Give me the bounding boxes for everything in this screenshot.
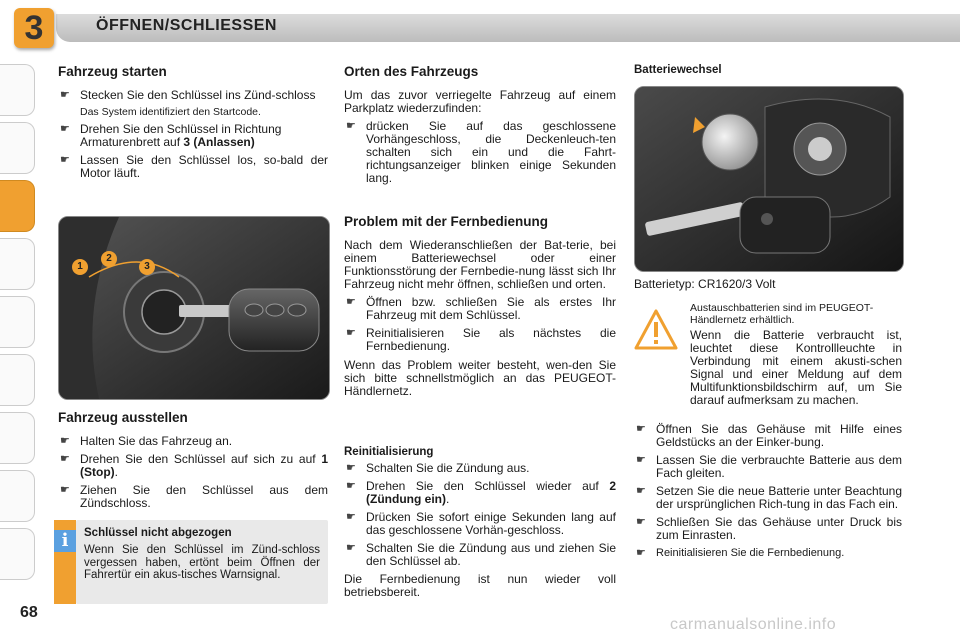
chapter-tab-1[interactable] (0, 64, 35, 116)
section-reinit (344, 446, 616, 599)
chapter-badge: 3 (14, 8, 54, 48)
bullet-arrow-icon: ☛ (346, 462, 356, 474)
heading-problem: Problem mit der Fernbedienung (344, 214, 549, 229)
bullet-arrow-icon: ☛ (636, 454, 646, 466)
locate-intro: Um das zuvor verriegelte Fahrzeug auf einem Parkplatz wiederzufinden: (344, 88, 616, 115)
bullet-arrow-icon: ☛ (346, 120, 356, 132)
bullet-arrow-icon: ☛ (346, 542, 356, 554)
info-icon: i (54, 530, 76, 552)
warning-small-text: Austauschbatterien sind im PEUGEOT-Händlernetz erhältlich. (690, 302, 874, 326)
list-item: ☛ Drehen Sie den Schlüssel auf sich zu auf 1 (Stop). (60, 452, 328, 479)
list-item: ☛ Öffnen Sie das Gehäuse mit Hilfe eines Geldstücks an der Einker-bung. (636, 422, 902, 449)
heading-start: Fahrzeug starten (58, 64, 167, 79)
list-item: ☛ Setzen Sie die neue Batterie unter Beachtung der ursprünglichen Rich-tung in das Fach ein. (636, 484, 902, 511)
list-item: ☛ Drehen Sie den Schlüssel wieder auf 2 (Zündung ein). (346, 479, 616, 506)
list-item: ☛ Schalten Sie die Zündung aus. (346, 461, 530, 475)
bullet-arrow-icon: ☛ (636, 547, 646, 559)
chapter-tab-9[interactable] (0, 528, 35, 580)
bullet-arrow-icon: ☛ (60, 435, 70, 447)
page-number: 68 (20, 604, 38, 621)
warning-block (690, 302, 902, 407)
list-item: ☛ Schließen Sie das Gehäuse unter Druck bis zum Einrasten. (636, 515, 902, 542)
heading-reinit: Reinitialisierung (344, 446, 434, 458)
start-note: Das System identifiziert den Startcode. (80, 106, 261, 118)
ignition-position-1-label: 1 (72, 259, 88, 275)
list-item: ☛ drücken Sie auf das geschlossene Vorhängeschloss, die Deckenleuch-ten schalten sich ein und die Fahrt-richtungsanzeiger blinken einige Sekunden lang. (346, 119, 616, 185)
ignition-position-2-label: 2 (101, 251, 117, 267)
battery-steps (634, 418, 902, 560)
bullet-arrow-icon: ☛ (346, 296, 356, 308)
bullet-arrow-icon: ☛ (346, 511, 356, 523)
bullet-arrow-icon: ☛ (636, 485, 646, 497)
chapter-tab-5[interactable] (0, 296, 35, 348)
ignition-key-picture (58, 216, 330, 400)
chapter-tab-3[interactable] (0, 180, 35, 232)
list-item: ☛ Öffnen bzw. schließen Sie als erstes Ihr Fahrzeug mit dem Schlüssel. (346, 295, 616, 322)
list-item: ☛ Schalten Sie die Zündung aus und ziehen Sie den Schlüssel ab. (346, 541, 616, 568)
watermark: carmanualsonline.info (670, 616, 837, 633)
bullet-arrow-icon: ☛ (636, 516, 646, 528)
list-item: ☛ Drehen Sie den Schlüssel in Richtung Armaturenbrett auf 3 (Anlassen) (60, 122, 282, 149)
section-start (58, 64, 328, 180)
battery-heading: Batteriewechsel (634, 64, 722, 76)
problem-intro: Nach dem Wiederanschließen der Bat-terie, bei einem Batteriewechsel oder einer Funktionsstörung der Fernbedie-nung lässt sich Ihr Fahrzeug nicht mehr öffnen, schließen und orten. (344, 238, 616, 291)
list-item: ☛ Drücken Sie sofort einige Sekunden lang auf das geschlossene Vorhän-geschloss. (346, 510, 616, 537)
section-locate (344, 64, 616, 185)
chapter-tab-7[interactable] (0, 412, 35, 464)
info-box-text: Wenn Sie den Schlüssel im Zünd-schloss vergessen haben, ertönt beim Öffnen der Fahrertür ein akus-tisches Warnsignal. (84, 544, 320, 581)
info-box (76, 520, 328, 604)
chapter-tab-2[interactable] (0, 122, 35, 174)
bullet-arrow-icon: ☛ (60, 484, 70, 496)
chapter-tab-6[interactable] (0, 354, 35, 406)
ignition-position-3-label: 3 (139, 259, 155, 275)
list-item: ☛ Lassen Sie die verbrauchte Batterie aus dem Fach gleiten. (636, 453, 902, 480)
battery-illustration (635, 87, 903, 271)
info-box-title: Schlüssel nicht abgezogen (84, 527, 232, 539)
reinit-outro: Die Fernbedienung ist nun wieder voll betriebsbereit. (344, 572, 616, 599)
list-item: ☛ Stecken Sie den Schlüssel ins Zünd-schloss (60, 88, 316, 102)
chapter-tab-8[interactable] (0, 470, 35, 522)
bullet-arrow-icon: ☛ (636, 423, 646, 435)
heading-stop: Fahrzeug ausstellen (58, 410, 188, 425)
list-item: ☛ Reinitialisieren Sie die Fernbedienung. (636, 547, 845, 559)
battery-change-picture (634, 86, 904, 272)
bullet-arrow-icon: ☛ (60, 453, 70, 465)
bullet-arrow-icon: ☛ (60, 154, 70, 166)
problem-outro: Wenn das Problem weiter besteht, wen-den Sie sich bitte schnellstmöglich an das PEUGEOT-Händlernetz. (344, 358, 616, 398)
bullet-arrow-icon: ☛ (60, 123, 70, 135)
list-item: ☛ Reinitialisieren Sie als nächstes die Fernbedienung. (346, 326, 616, 353)
section-stop (58, 410, 328, 510)
list-item: ☛ Ziehen Sie den Schlüssel aus dem Zündschloss. (60, 483, 328, 510)
battery-type: Batterietyp: CR1620/3 Volt (634, 277, 776, 291)
bullet-arrow-icon: ☛ (346, 480, 356, 492)
warning-text: Wenn die Batterie verbraucht ist, leuchtet diese Kontrollleuchte in Verbindung mit einem akusti-schen Signal und einer Meldung auf dem Multifunktionsbildschirm auf, um Sie darauf aufmerksam zu machen. (690, 328, 902, 407)
section-problem (344, 214, 616, 398)
page-title: ÖFFNEN/SCHLIESSEN (96, 17, 277, 34)
list-item: ☛ Lassen Sie den Schlüssel los, so-bald der Motor läuft. (60, 153, 328, 180)
ignition-illustration (59, 217, 329, 399)
heading-locate: Orten des Fahrzeugs (344, 64, 479, 79)
list-item: ☛ Halten Sie das Fahrzeug an. (60, 434, 233, 448)
bullet-arrow-icon: ☛ (346, 327, 356, 339)
chapter-tab-4[interactable] (0, 238, 35, 290)
warning-triangle-icon (634, 308, 678, 352)
bullet-arrow-icon: ☛ (60, 89, 70, 101)
